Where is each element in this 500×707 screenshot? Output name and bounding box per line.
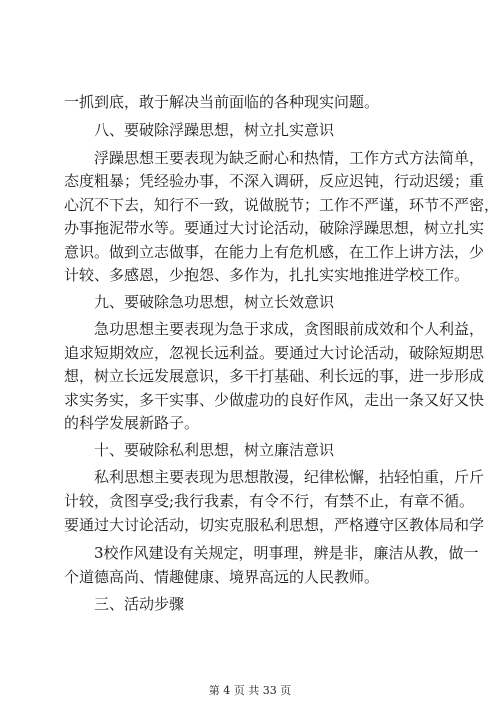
paragraph-line: 想，树立长远发展意识，多干打基础、利长远的事，进一步形成 xyxy=(64,367,485,385)
paragraph-line: 追求短期效应，忽视长远利益。要通过大讨论活动，破除短期思 xyxy=(64,344,485,362)
paragraph-line: 的科学发展新路子。 xyxy=(64,414,200,432)
paragraph-line: 计较、多感恩，少抱怨、多作为，扎扎实实地推进学校工作。 xyxy=(64,266,470,284)
paragraph-line: 态度粗暴；凭经验办事，不深入调研，反应迟钝，行动迟缓；重 xyxy=(64,172,485,190)
paragraph-line: 浮躁思想王要表现为缺乏耐心和热情，工作方式方法简单， xyxy=(94,149,485,167)
paragraph-line: 急功思想主要表现为急于求成，贪图眼前成效和个人利益， xyxy=(94,320,485,338)
paragraph-line: 求实务实，多干实事、少做虚功的良好作风，走出一条又好又快 xyxy=(64,391,485,409)
section-heading: 三、活动步骤 xyxy=(94,595,185,613)
paragraph-line: 意识。做到立志做事，在能力上有危机感，在工作上讲方法，少 xyxy=(64,243,485,261)
paragraph-line: 要通过大讨论活动，切实克服私利思想，严格遵守区教体局和学 xyxy=(64,516,485,534)
paragraph-line: 私利思想主要表现为思想散漫，纪律松懈，拈轻怕重，斤斤 xyxy=(94,468,485,486)
paragraph-line: 办事拖泥带水等。要通过大讨论活动，破除浮躁思想，树立扎实 xyxy=(64,219,485,237)
page-footer: 第 4 页 共 33 页 xyxy=(208,684,292,697)
paragraph-line: 心沉不下去，知行不一致，说做脱节；工作不严谨，环节不严密， xyxy=(64,196,500,214)
paragraph-line: 一抓到底，敢于解决当前面临的各种现实问题。 xyxy=(64,93,380,111)
paragraph-line: 计较，贪图享受;我行我素，有令不行，有禁不止，有章不循。 xyxy=(64,492,475,510)
paragraph-line: 3校作风建设有关规定，明事理，辨是非，廉洁从教，做一 xyxy=(94,544,479,562)
section-heading: 八、要破除浮躁思想，树立扎实意识 xyxy=(94,121,335,139)
section-heading: 九、要破除急功思想，树立长效意识 xyxy=(94,293,335,311)
section-heading: 十、要破除私利思想，树立廉洁意识 xyxy=(94,441,335,459)
paragraph-line: 个道德高尚、情趣健康、境界高远的人民教师。 xyxy=(64,568,380,586)
